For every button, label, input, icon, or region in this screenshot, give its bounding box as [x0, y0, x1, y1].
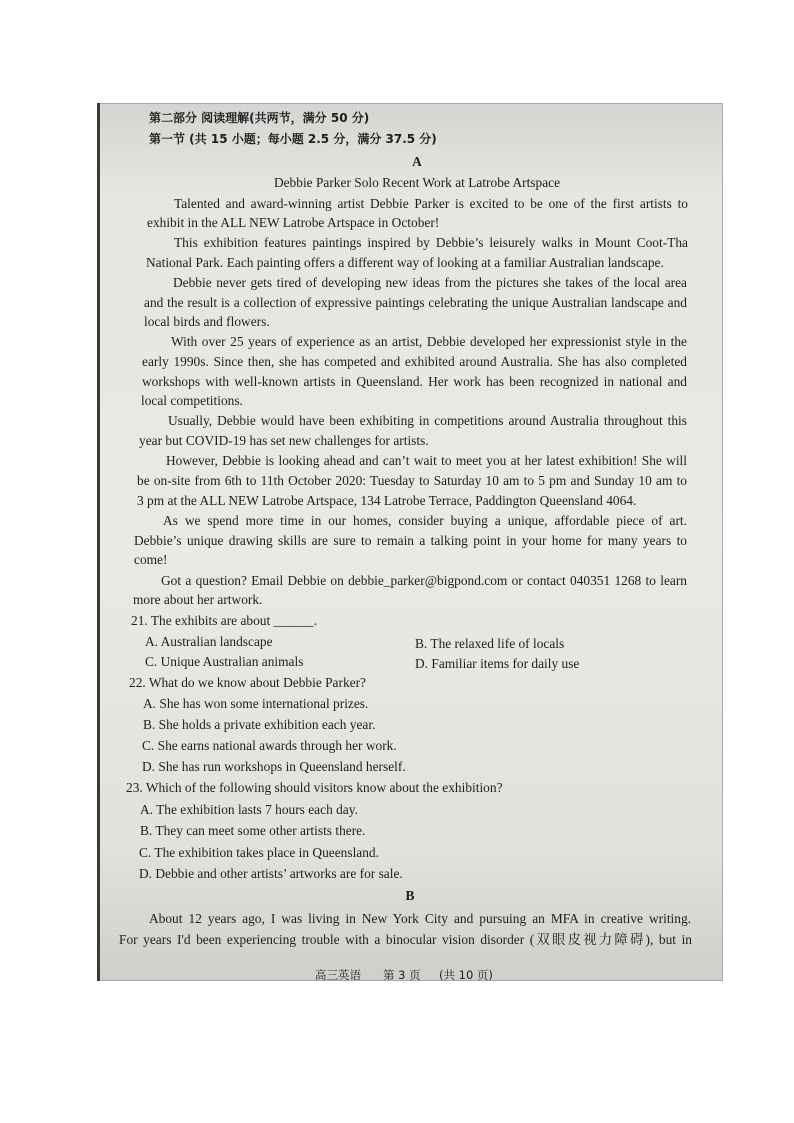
question-23-option-a: A. The exhibition lasts 7 hours each day. [140, 802, 358, 817]
question-21-stem: 21. The exhibits are about ______. [131, 613, 318, 628]
passage-a-line: local competitions. [141, 393, 243, 408]
passage-a-line: early 1990s. Since then, she has competed and exhibited around Australia. She has also completed [142, 354, 687, 369]
passage-a-line: Debbie never gets tired of developing new ideas from the pictures she takes of the local area [173, 275, 687, 290]
passage-a-line: year but COVID-19 has set new challenges for artists. [139, 433, 429, 448]
question-23-option-b: B. They can meet some other artists there. [140, 823, 366, 838]
passage-a-line: local birds and flowers. [144, 314, 270, 329]
question-22-option-b: B. She holds a private exhibition each year. [143, 717, 376, 732]
passage-a-line: and the result is a collection of expressive paintings celebrating the unique Australian landscape and [144, 295, 687, 310]
passage-a-line: However, Debbie is looking ahead and can’t wait to meet you at her latest exhibition! She will [166, 453, 687, 468]
passage-b-letter: B [405, 888, 415, 903]
question-21-option-d: D. Familiar items for daily use [415, 656, 580, 671]
question-22-option-a: A. She has won some international prizes. [143, 696, 369, 711]
part-heading: 第二部分 阅读理解(共两节，满分 50 分) [149, 111, 370, 125]
passage-a-title: Debbie Parker Solo Recent Work at Latrobe Artspace [273, 175, 561, 190]
question-22-option-d: D. She has run workshops in Queensland herself. [142, 759, 406, 774]
footer-subject: 高三英语 [315, 968, 361, 981]
passage-a-line: Got a question? Email Debbie on debbie_parker@bigpond.com or contact 040351 1268 to learn [161, 573, 687, 588]
passage-a-line: be on-site from 6th to 11th October 2020: Tuesday to Saturday 10 am to 5 pm and Sunday 10 am to [137, 473, 687, 488]
exam-page-photo [97, 103, 723, 981]
question-21-option-b: B. The relaxed life of locals [415, 636, 565, 651]
passage-a-line: exhibit in the ALL NEW Latrobe Artspace in October! [147, 215, 440, 230]
question-23-stem: 23. Which of the following should visitors know about the exhibition? [126, 780, 503, 795]
footer-page: 第 3 页 [383, 968, 421, 981]
passage-a-line: As we spend more time in our homes, consider buying a unique, affordable piece of art. [163, 513, 687, 528]
section-heading: 第一节 (共 15 小题；每小题 2.5 分，满分 37.5 分) [149, 132, 437, 146]
passage-a-line: workshops with well-known artists in Queensland. Her work has been recognized in national and [142, 374, 687, 389]
footer-total: (共 10 页) [439, 968, 493, 981]
question-23-option-c: C. The exhibition takes place in Queensland. [139, 845, 379, 860]
passage-b-line: About 12 years ago, I was living in New York City and pursuing an MFA in creative writing. [149, 911, 691, 926]
passage-a-line: come! [134, 552, 168, 567]
passage-a-line: Usually, Debbie would have been exhibiting in competitions around Australia throughout this [168, 413, 687, 428]
passage-a-line: 3 pm at the ALL NEW Latrobe Artspace, 134 Latrobe Terrace, Paddington Queensland 4064. [137, 493, 637, 508]
question-21-option-c: C. Unique Australian animals [145, 654, 304, 669]
passage-a-line: With over 25 years of experience as an artist, Debbie developed her expressionist style in the [171, 334, 687, 349]
passage-a-line: Talented and award-winning artist Debbie Parker is excited to be one of the first artists to [174, 196, 688, 211]
passage-a-line: This exhibition features paintings inspired by Debbie’s leisurely walks in Mount Coot-Tha [174, 235, 688, 250]
passage-b-line: For years I'd been experiencing trouble with a binocular vision disorder (双眼皮视力障碍), but in [119, 932, 692, 947]
question-22-stem: 22. What do we know about Debbie Parker? [129, 675, 366, 690]
passage-a-line: Debbie’s unique drawing skills are sure to remain a talking point in your home for many years to [134, 533, 687, 548]
passage-a-letter: A [412, 154, 422, 169]
page-edge-shadow [97, 103, 100, 981]
question-23-option-d: D. Debbie and other artists’ artworks are for sale. [139, 866, 403, 881]
question-22-option-c: C. She earns national awards through her work. [142, 738, 397, 753]
question-21-option-a: A. Australian landscape [145, 634, 273, 649]
passage-a-line: more about her artwork. [133, 592, 263, 607]
passage-a-line: National Park. Each painting offers a different way of looking at a familiar Australian landscape. [146, 255, 664, 270]
